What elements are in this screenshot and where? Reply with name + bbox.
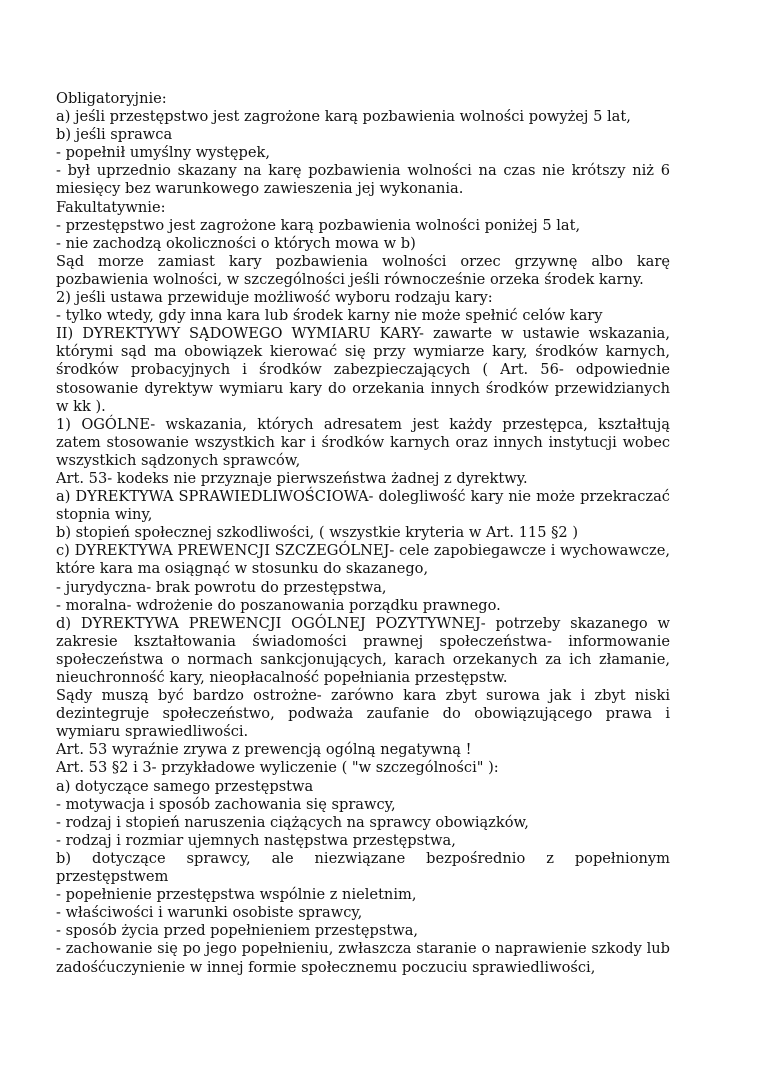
paragraph: - moralna- wdrożenie do poszanowania porządku prawnego. xyxy=(56,596,501,614)
paragraph: a) jeśli przestępstwo jest zagrożone karą pozbawienia wolności powyżej 5 lat, xyxy=(56,108,631,126)
paragraph: - rodzaj i stopień naruszenia ciążących na sprawcy obowiązków, xyxy=(56,813,529,831)
paragraph: Sąd morze zamiast kary pozbawienia wolności orzec grzywnę albo karę pozbawienia wolności, w szczególności jeśli równocześnie orzeka środek karny. xyxy=(56,252,670,288)
paragraph: a) DYREKTYWA SPRAWIEDLIWOŚCIOWA- dolegliwość kary nie może przekraczać stopnia winy, xyxy=(56,488,670,524)
paragraph: - motywacja i sposób zachowania się sprawcy, xyxy=(56,795,396,813)
paragraph: - jurydyczna- brak powrotu do przestępstwa, xyxy=(56,578,387,596)
paragraph: 1) OGÓLNE- wskazania, których adresatem jest każdy przestępca, kształtują zatem stosowanie wszystkich kar i środków karnych oraz innych instytucji wobec wszystkich sądzonych sprawców, xyxy=(56,415,670,469)
paragraph: Obligatoryjnie: xyxy=(56,90,167,107)
paragraph: - nie zachodzą okoliczności o których mowa w b) xyxy=(56,234,416,252)
paragraph: b) dotyczące sprawcy, ale niezwiązane bezpośrednio z popełnionym przestępstwem xyxy=(56,849,670,886)
paragraph: 2) jeśli ustawa przewiduje możliwość wyboru rodzaju kary: xyxy=(56,289,493,307)
document-page xyxy=(56,90,670,977)
paragraph: - właściwości i warunki osobiste sprawcy, xyxy=(56,904,363,922)
paragraph: Art. 53 §2 i 3- przykładowe wyliczenie ( "w szczególności" ): xyxy=(56,759,499,777)
paragraph: a) dotyczące samego przestępstwa xyxy=(56,777,314,795)
paragraph: b) jeśli sprawca xyxy=(56,126,173,144)
paragraph: - sposób życia przed popełnieniem przestępstwa, xyxy=(56,922,419,940)
paragraph: - tylko wtedy, gdy inna kara lub środek karny nie może spełnić celów kary xyxy=(56,307,603,325)
paragraph: Fakultatywnie: xyxy=(56,198,166,216)
paragraph: Sądy muszą być bardzo ostrożne- zarówno kara zbyt surowa jak i zbyt niski dezintegruje społeczeństwo, podważa zaufanie do obowiązującego prawa i wymiaru sprawiedliwości. xyxy=(56,687,670,741)
paragraph: b) stopień społecznej szkodliwości, ( wszystkie kryteria w Art. 115 §2 ) xyxy=(56,524,579,542)
paragraph: - był uprzednio skazany na karę pozbawienia wolności na czas nie krótszy niż 6 miesięcy bez warunkowego zawieszenia jej wykonania. xyxy=(56,162,670,198)
paragraph: - zachowanie się po jego popełnieniu, zwłaszcza staranie o naprawienie szkody lub zadośćuczynienie w innej formie społecznemu poczuciu sprawiedliwości, xyxy=(56,940,670,976)
paragraph: - popełnienie przestępstwa wspólnie z nieletnim, xyxy=(56,886,417,904)
paragraph: - przestępstwo jest zagrożone karą pozbawienia wolności poniżej 5 lat, xyxy=(56,216,581,234)
paragraph: Art. 53 wyraźnie zrywa z prewencją ogólną negatywną ! xyxy=(56,741,472,759)
paragraph: II) DYREKTYWY SĄDOWEGO WYMIARU KARY- zawarte w ustawie wskazania, którymi sąd ma obowiązek kierować się przy wymiarze kary, środków karnych, środków probacyjnych i środków zabezpieczających ( Art. 56- odpowiednie stosowanie dyrektyw wymiaru kary do orzekania innych środków przewidzianych w kk ). xyxy=(56,325,670,415)
paragraph: c) DYREKTYWA PREWENCJI SZCZEGÓLNEJ- cele zapobiegawcze i wychowawcze, które kara ma osiągnąć w stosunku do skazanego, xyxy=(56,542,670,578)
paragraph: - popełnił umyślny występek, xyxy=(56,144,270,162)
paragraph: d) DYREKTYWA PREWENCJI OGÓLNEJ POZYTYWNEJ- potrzeby skazanego w zakresie kształtowania świadomości prawnej społeczeństwa- informowanie społeczeństwa o normach sankcjonujących, karach orzekanych za ich złamanie, nieuchronność kary, nieopłacalność popełniania przestępstw. xyxy=(56,614,670,686)
paragraph: Art. 53- kodeks nie przyznaje pierwszeństwa żadnej z dyrektwy. xyxy=(56,469,528,487)
paragraph: - rodzaj i rozmiar ujemnych następstwa przestępstwa, xyxy=(56,831,456,849)
